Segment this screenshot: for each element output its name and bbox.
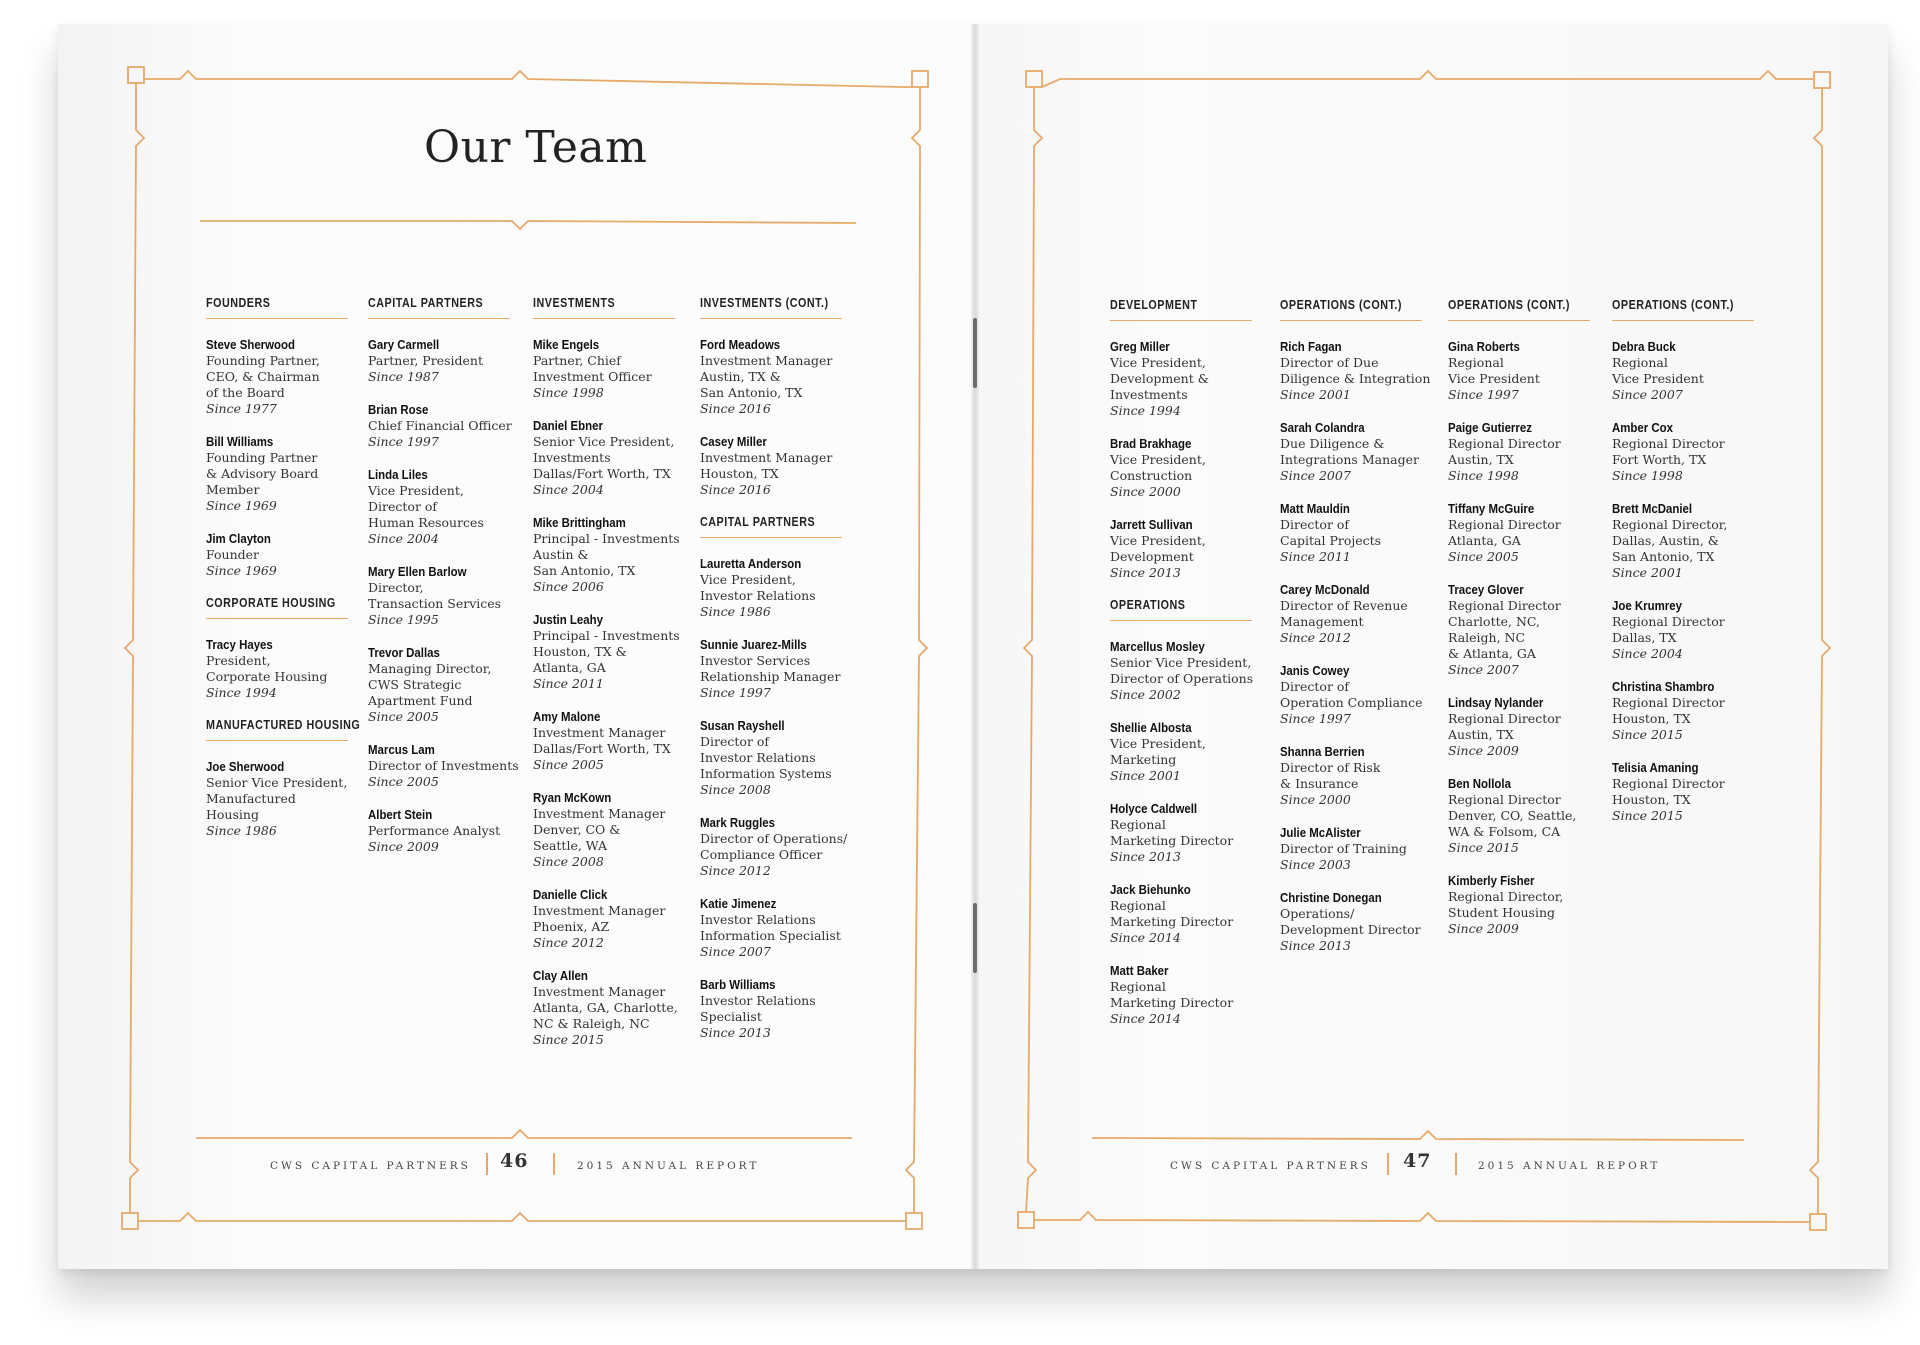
member-name: Carey McDonald (1280, 582, 1370, 597)
team-member (1612, 339, 1764, 403)
team-column (1448, 298, 1600, 954)
section-heading: CAPITAL PARTNERS (700, 515, 842, 538)
member-role: Vice President, Investor Relations (700, 572, 816, 603)
team-column (533, 296, 685, 1065)
member-since: Since 2006 (533, 579, 604, 594)
member-name: Susan Rayshell (700, 718, 785, 733)
member-name: Kimberly Fisher (1448, 873, 1535, 888)
member-since: Since 1998 (1448, 468, 1519, 483)
member-role: Director of Investor Relations Information Systems (700, 734, 832, 781)
member-name: Joe Krumrey (1612, 598, 1682, 613)
member-since: Since 2007 (700, 944, 771, 959)
member-name: Lindsay Nylander (1448, 695, 1544, 710)
member-role: Investment Manager Phoenix, AZ (533, 903, 666, 934)
member-role: Vice President, Development & Investments (1110, 355, 1209, 402)
team-member (1280, 501, 1432, 565)
member-name: Sarah Colandra (1280, 420, 1365, 435)
member-name: Ryan McKown (533, 790, 612, 805)
member-role: Managing Director, CWS Strategic Apartment Fund (368, 661, 492, 708)
member-since: Since 2007 (1280, 468, 1351, 483)
section-heading: OPERATIONS (CONT.) (1612, 298, 1754, 321)
member-since: Since 2014 (1110, 930, 1181, 945)
team-member (1612, 760, 1764, 824)
member-name: Lauretta Anderson (700, 556, 802, 571)
member-role: Regional Director Houston, TX (1612, 695, 1725, 726)
section-heading: CORPORATE HOUSING (206, 596, 348, 619)
member-role: Vice President, Marketing (1110, 736, 1206, 767)
team-member (700, 718, 852, 798)
member-role: Founding Partner & Advisory Board Member (206, 450, 319, 497)
team-member (1612, 598, 1764, 662)
team-member (700, 434, 852, 498)
member-name: Bill Williams (206, 434, 274, 449)
member-name: Daniel Ebner (533, 418, 603, 433)
member-role: President, Corporate Housing (206, 653, 328, 684)
team-column (368, 296, 520, 872)
member-since: Since 2012 (700, 863, 771, 878)
team-member (368, 807, 520, 855)
member-role: Founding Partner, CEO, & Chairman of the Board (206, 353, 320, 400)
member-role: Director, Transaction Services (368, 580, 502, 611)
member-since: Since 2015 (1612, 727, 1683, 742)
member-role: Regional Director Atlanta, GA (1448, 517, 1561, 548)
member-role: Regional Vice President (1612, 355, 1704, 386)
member-role: Regional Director Denver, CO, Seattle, WA & Folsom, CA (1448, 792, 1577, 839)
member-since: Since 1995 (368, 612, 439, 627)
member-name: Barb Williams (700, 977, 776, 992)
member-role: Director of Operations/ Compliance Officer (700, 831, 848, 862)
member-name: Jack Biehunko (1110, 882, 1191, 897)
member-since: Since 2008 (533, 854, 604, 869)
member-since: Since 2000 (1280, 792, 1351, 807)
member-name: Brett McDaniel (1612, 501, 1693, 516)
member-since: Since 1987 (368, 369, 439, 384)
member-since: Since 2015 (533, 1032, 604, 1047)
section-heading: FOUNDERS (206, 296, 348, 319)
member-since: Since 2012 (1280, 630, 1351, 645)
team-member (1612, 679, 1764, 743)
member-since: Since 1977 (206, 401, 277, 416)
member-name: Linda Liles (368, 467, 428, 482)
section-heading: DEVELOPMENT (1110, 298, 1252, 321)
footer-report-right: 2015 ANNUAL REPORT (1478, 1160, 1661, 1172)
member-role: Regional Director Austin, TX (1448, 711, 1561, 742)
team-member (533, 337, 685, 401)
member-since: Since 2001 (1280, 387, 1351, 402)
section-heading: MANUFACTURED HOUSING (206, 718, 348, 741)
team-member (368, 402, 520, 450)
member-role: Principal - Investments Austin & San Antonio, TX (533, 531, 680, 578)
member-since: Since 1997 (700, 685, 771, 700)
team-member (1110, 517, 1262, 581)
member-since: Since 1986 (700, 604, 771, 619)
member-role: Director of Revenue Management (1280, 598, 1408, 629)
member-role: Investment Manager Denver, CO & Seattle, WA (533, 806, 666, 853)
member-name: Clay Allen (533, 968, 588, 983)
member-role: Principal - Investments Houston, TX & Atlanta, GA (533, 628, 680, 675)
member-since: Since 2009 (368, 839, 439, 854)
member-role: Investment Manager Atlanta, GA, Charlotte, NC & Raleigh, NC (533, 984, 678, 1031)
member-role: Vice President, Development (1110, 533, 1206, 564)
member-role: Director of Training (1280, 841, 1407, 856)
team-column (1110, 298, 1262, 1044)
member-name: Gina Roberts (1448, 339, 1520, 354)
team-column (206, 296, 361, 856)
team-member (368, 645, 520, 725)
member-since: Since 2001 (1110, 768, 1181, 783)
member-since: Since 1969 (206, 563, 277, 578)
member-since: Since 2000 (1110, 484, 1181, 499)
team-member (700, 337, 852, 417)
member-name: Paige Gutierrez (1448, 420, 1532, 435)
member-since: Since 2013 (700, 1025, 771, 1040)
member-name: Danielle Click (533, 887, 608, 902)
member-role: Partner, Chief Investment Officer (533, 353, 652, 384)
member-since: Since 2015 (1612, 808, 1683, 823)
member-name: Julie McAlister (1280, 825, 1361, 840)
member-name: Mike Engels (533, 337, 600, 352)
footer-company-right: CWS CAPITAL PARTNERS (1170, 1160, 1371, 1172)
member-role: Vice President, Director of Human Resources (368, 483, 484, 530)
member-name: Matt Mauldin (1280, 501, 1350, 516)
team-member (1110, 339, 1262, 419)
member-role: Director of Operation Compliance (1280, 679, 1423, 710)
member-since: Since 2004 (1612, 646, 1683, 661)
member-since: Since 2011 (533, 676, 604, 691)
team-member (700, 637, 852, 701)
member-role: Senior Vice President, Manufactured Housing (206, 775, 348, 822)
section-heading: OPERATIONS (CONT.) (1448, 298, 1590, 321)
member-name: Matt Baker (1110, 963, 1169, 978)
member-since: Since 1969 (206, 498, 277, 513)
member-since: Since 2016 (700, 482, 771, 497)
member-since: Since 2009 (1448, 743, 1519, 758)
team-member (700, 815, 852, 879)
member-role: Investor Relations Specialist (700, 993, 816, 1024)
member-name: Gary Carmell (368, 337, 440, 352)
member-role: Chief Financial Officer (368, 418, 512, 433)
member-since: Since 2001 (1612, 565, 1683, 580)
member-name: Amber Cox (1612, 420, 1674, 435)
member-since: Since 2007 (1612, 387, 1683, 402)
team-member (1110, 963, 1262, 1027)
member-since: Since 2014 (1110, 1011, 1181, 1026)
member-name: Joe Sherwood (206, 759, 285, 774)
team-member (206, 759, 358, 839)
member-role: Director of Due Diligence & Integration (1280, 355, 1431, 386)
member-since: Since 2005 (368, 774, 439, 789)
member-since: Since 2016 (700, 401, 771, 416)
footer-divider (553, 1153, 555, 1175)
member-name: Christina Shambro (1612, 679, 1715, 694)
member-role: Director of Risk & Insurance (1280, 760, 1381, 791)
member-role: Regional Director Fort Worth, TX (1612, 436, 1725, 467)
team-member (368, 742, 520, 790)
team-member (1110, 639, 1262, 703)
member-since: Since 2003 (1280, 857, 1351, 872)
member-name: Steve Sherwood (206, 337, 296, 352)
member-role: Senior Vice President, Investments Dallas/Fort Worth, TX (533, 434, 675, 481)
team-member (533, 968, 685, 1048)
member-since: Since 2009 (1448, 921, 1519, 936)
section-heading: CAPITAL PARTNERS (368, 296, 510, 319)
page-number-right: 47 (1403, 1150, 1432, 1172)
team-member (1110, 720, 1262, 784)
footer-company-left: CWS CAPITAL PARTNERS (270, 1160, 471, 1172)
team-member (1448, 776, 1600, 856)
team-member (700, 896, 852, 960)
member-name: Amy Malone (533, 709, 601, 724)
member-name: Mike Brittingham (533, 515, 626, 530)
member-role: Founder (206, 547, 259, 562)
member-since: Since 2008 (700, 782, 771, 797)
team-member (1280, 890, 1432, 954)
team-member (1110, 801, 1262, 865)
team-member (1280, 663, 1432, 727)
member-role: Senior Vice President, Director of Operations (1110, 655, 1254, 686)
team-member (1280, 825, 1432, 873)
footer-divider (1455, 1153, 1457, 1175)
member-name: Casey Miller (700, 434, 767, 449)
team-column (700, 296, 852, 1058)
member-role: Regional Director Houston, TX (1612, 776, 1725, 807)
member-since: Since 2013 (1110, 849, 1181, 864)
member-name: Justin Leahy (533, 612, 603, 627)
member-name: Greg Miller (1110, 339, 1170, 354)
member-since: Since 2004 (533, 482, 604, 497)
member-role: Director of Capital Projects (1280, 517, 1382, 548)
member-role: Investment Manager Dallas/Fort Worth, TX (533, 725, 671, 756)
member-name: Debra Buck (1612, 339, 1676, 354)
team-member (206, 637, 358, 701)
team-member (1448, 420, 1600, 484)
member-since: Since 2005 (368, 709, 439, 724)
member-since: Since 1997 (1280, 711, 1351, 726)
member-since: Since 2005 (1448, 549, 1519, 564)
member-since: Since 1997 (1448, 387, 1519, 402)
member-role: Partner, President (368, 353, 483, 368)
team-member (1448, 873, 1600, 937)
section-heading: INVESTMENTS (CONT.) (700, 296, 842, 319)
team-member (206, 434, 358, 514)
member-since: Since 1998 (533, 385, 604, 400)
member-role: Investment Manager Houston, TX (700, 450, 833, 481)
member-name: Jarrett Sullivan (1110, 517, 1193, 532)
member-role: Director of Investments (368, 758, 519, 773)
member-name: Tracy Hayes (206, 637, 273, 652)
team-member (700, 556, 852, 620)
team-member (533, 709, 685, 773)
team-member (1612, 420, 1764, 484)
member-role: Regional Director Dallas, TX (1612, 614, 1725, 645)
member-name: Mary Ellen Barlow (368, 564, 467, 579)
member-role: Regional Marketing Director (1110, 979, 1234, 1010)
member-name: Christine Donegan (1280, 890, 1382, 905)
member-name: Marcus Lam (368, 742, 435, 757)
member-since: Since 2004 (368, 531, 439, 546)
member-since: Since 2013 (1110, 565, 1181, 580)
member-name: Ford Meadows (700, 337, 781, 352)
member-name: Rich Fagan (1280, 339, 1342, 354)
team-member (368, 337, 520, 385)
section-heading: OPERATIONS (1110, 598, 1252, 621)
member-role: Investment Manager Austin, TX & San Antonio, TX (700, 353, 833, 400)
team-member (1280, 582, 1432, 646)
member-since: Since 2012 (533, 935, 604, 950)
team-member (368, 564, 520, 628)
section-heading: OPERATIONS (CONT.) (1280, 298, 1422, 321)
member-name: Sunnie Juarez-Mills (700, 637, 807, 652)
team-member (1280, 744, 1432, 808)
member-role: Vice President, Construction (1110, 452, 1206, 483)
team-member (533, 612, 685, 692)
section-heading: INVESTMENTS (533, 296, 675, 319)
member-since: Since 2013 (1280, 938, 1351, 953)
member-name: Janis Cowey (1280, 663, 1350, 678)
member-name: Jim Clayton (206, 531, 271, 546)
team-member (1448, 501, 1600, 565)
team-member (1280, 420, 1432, 484)
member-since: Since 1994 (1110, 403, 1181, 418)
member-name: Shanna Berrien (1280, 744, 1365, 759)
team-member (1110, 436, 1262, 500)
member-since: Since 1998 (1612, 468, 1683, 483)
team-member (1110, 882, 1262, 946)
member-role: Investor Relations Information Specialist (700, 912, 841, 943)
member-name: Mark Ruggles (700, 815, 776, 830)
member-name: Brad Brakhage (1110, 436, 1192, 451)
member-since: Since 2011 (1280, 549, 1351, 564)
member-name: Brian Rose (368, 402, 429, 417)
page-number-left: 46 (500, 1150, 529, 1172)
member-role: Performance Analyst (368, 823, 501, 838)
team-member (1448, 582, 1600, 678)
team-member (206, 531, 358, 579)
member-role: Due Diligence & Integrations Manager (1280, 436, 1419, 467)
member-role: Regional Director, Student Housing (1448, 889, 1564, 920)
member-role: Regional Director, Dallas, Austin, & San Antonio, TX (1612, 517, 1728, 564)
member-role: Regional Director Austin, TX (1448, 436, 1561, 467)
member-name: Holyce Caldwell (1110, 801, 1198, 816)
team-member (533, 790, 685, 870)
footer-report-left: 2015 ANNUAL REPORT (577, 1160, 760, 1172)
member-name: Tracey Glover (1448, 582, 1524, 597)
member-since: Since 2007 (1448, 662, 1519, 677)
member-since: Since 2015 (1448, 840, 1519, 855)
team-column (1612, 298, 1764, 841)
team-member (368, 467, 520, 547)
team-member (1448, 695, 1600, 759)
member-name: Albert Stein (368, 807, 433, 822)
member-role: Regional Vice President (1448, 355, 1540, 386)
member-name: Shellie Albosta (1110, 720, 1192, 735)
member-since: Since 1994 (206, 685, 277, 700)
page-title: Our Team (424, 122, 648, 173)
member-since: Since 1986 (206, 823, 277, 838)
member-role: Regional Marketing Director (1110, 898, 1234, 929)
member-name: Telisia Amaning (1612, 760, 1699, 775)
member-since: Since 2002 (1110, 687, 1181, 702)
team-column (1280, 298, 1432, 971)
team-member (533, 418, 685, 498)
footer-divider (1387, 1153, 1389, 1175)
team-member (1612, 501, 1764, 581)
member-since: Since 1997 (368, 434, 439, 449)
team-member (1280, 339, 1432, 403)
member-role: Operations/ Development Director (1280, 906, 1421, 937)
team-member (700, 977, 852, 1041)
member-name: Trevor Dallas (368, 645, 440, 660)
member-role: Regional Director Charlotte, NC, Raleigh, NC & Atlanta, GA (1448, 598, 1561, 661)
member-name: Katie Jimenez (700, 896, 777, 911)
member-name: Ben Nollola (1448, 776, 1511, 791)
team-member (206, 337, 358, 417)
member-name: Marcellus Mosley (1110, 639, 1205, 654)
team-member (533, 515, 685, 595)
team-member (533, 887, 685, 951)
member-role: Regional Marketing Director (1110, 817, 1234, 848)
footer-divider (486, 1153, 488, 1175)
member-name: Tiffany McGuire (1448, 501, 1535, 516)
team-member (1448, 339, 1600, 403)
member-role: Investor Services Relationship Manager (700, 653, 841, 684)
member-since: Since 2005 (533, 757, 604, 772)
